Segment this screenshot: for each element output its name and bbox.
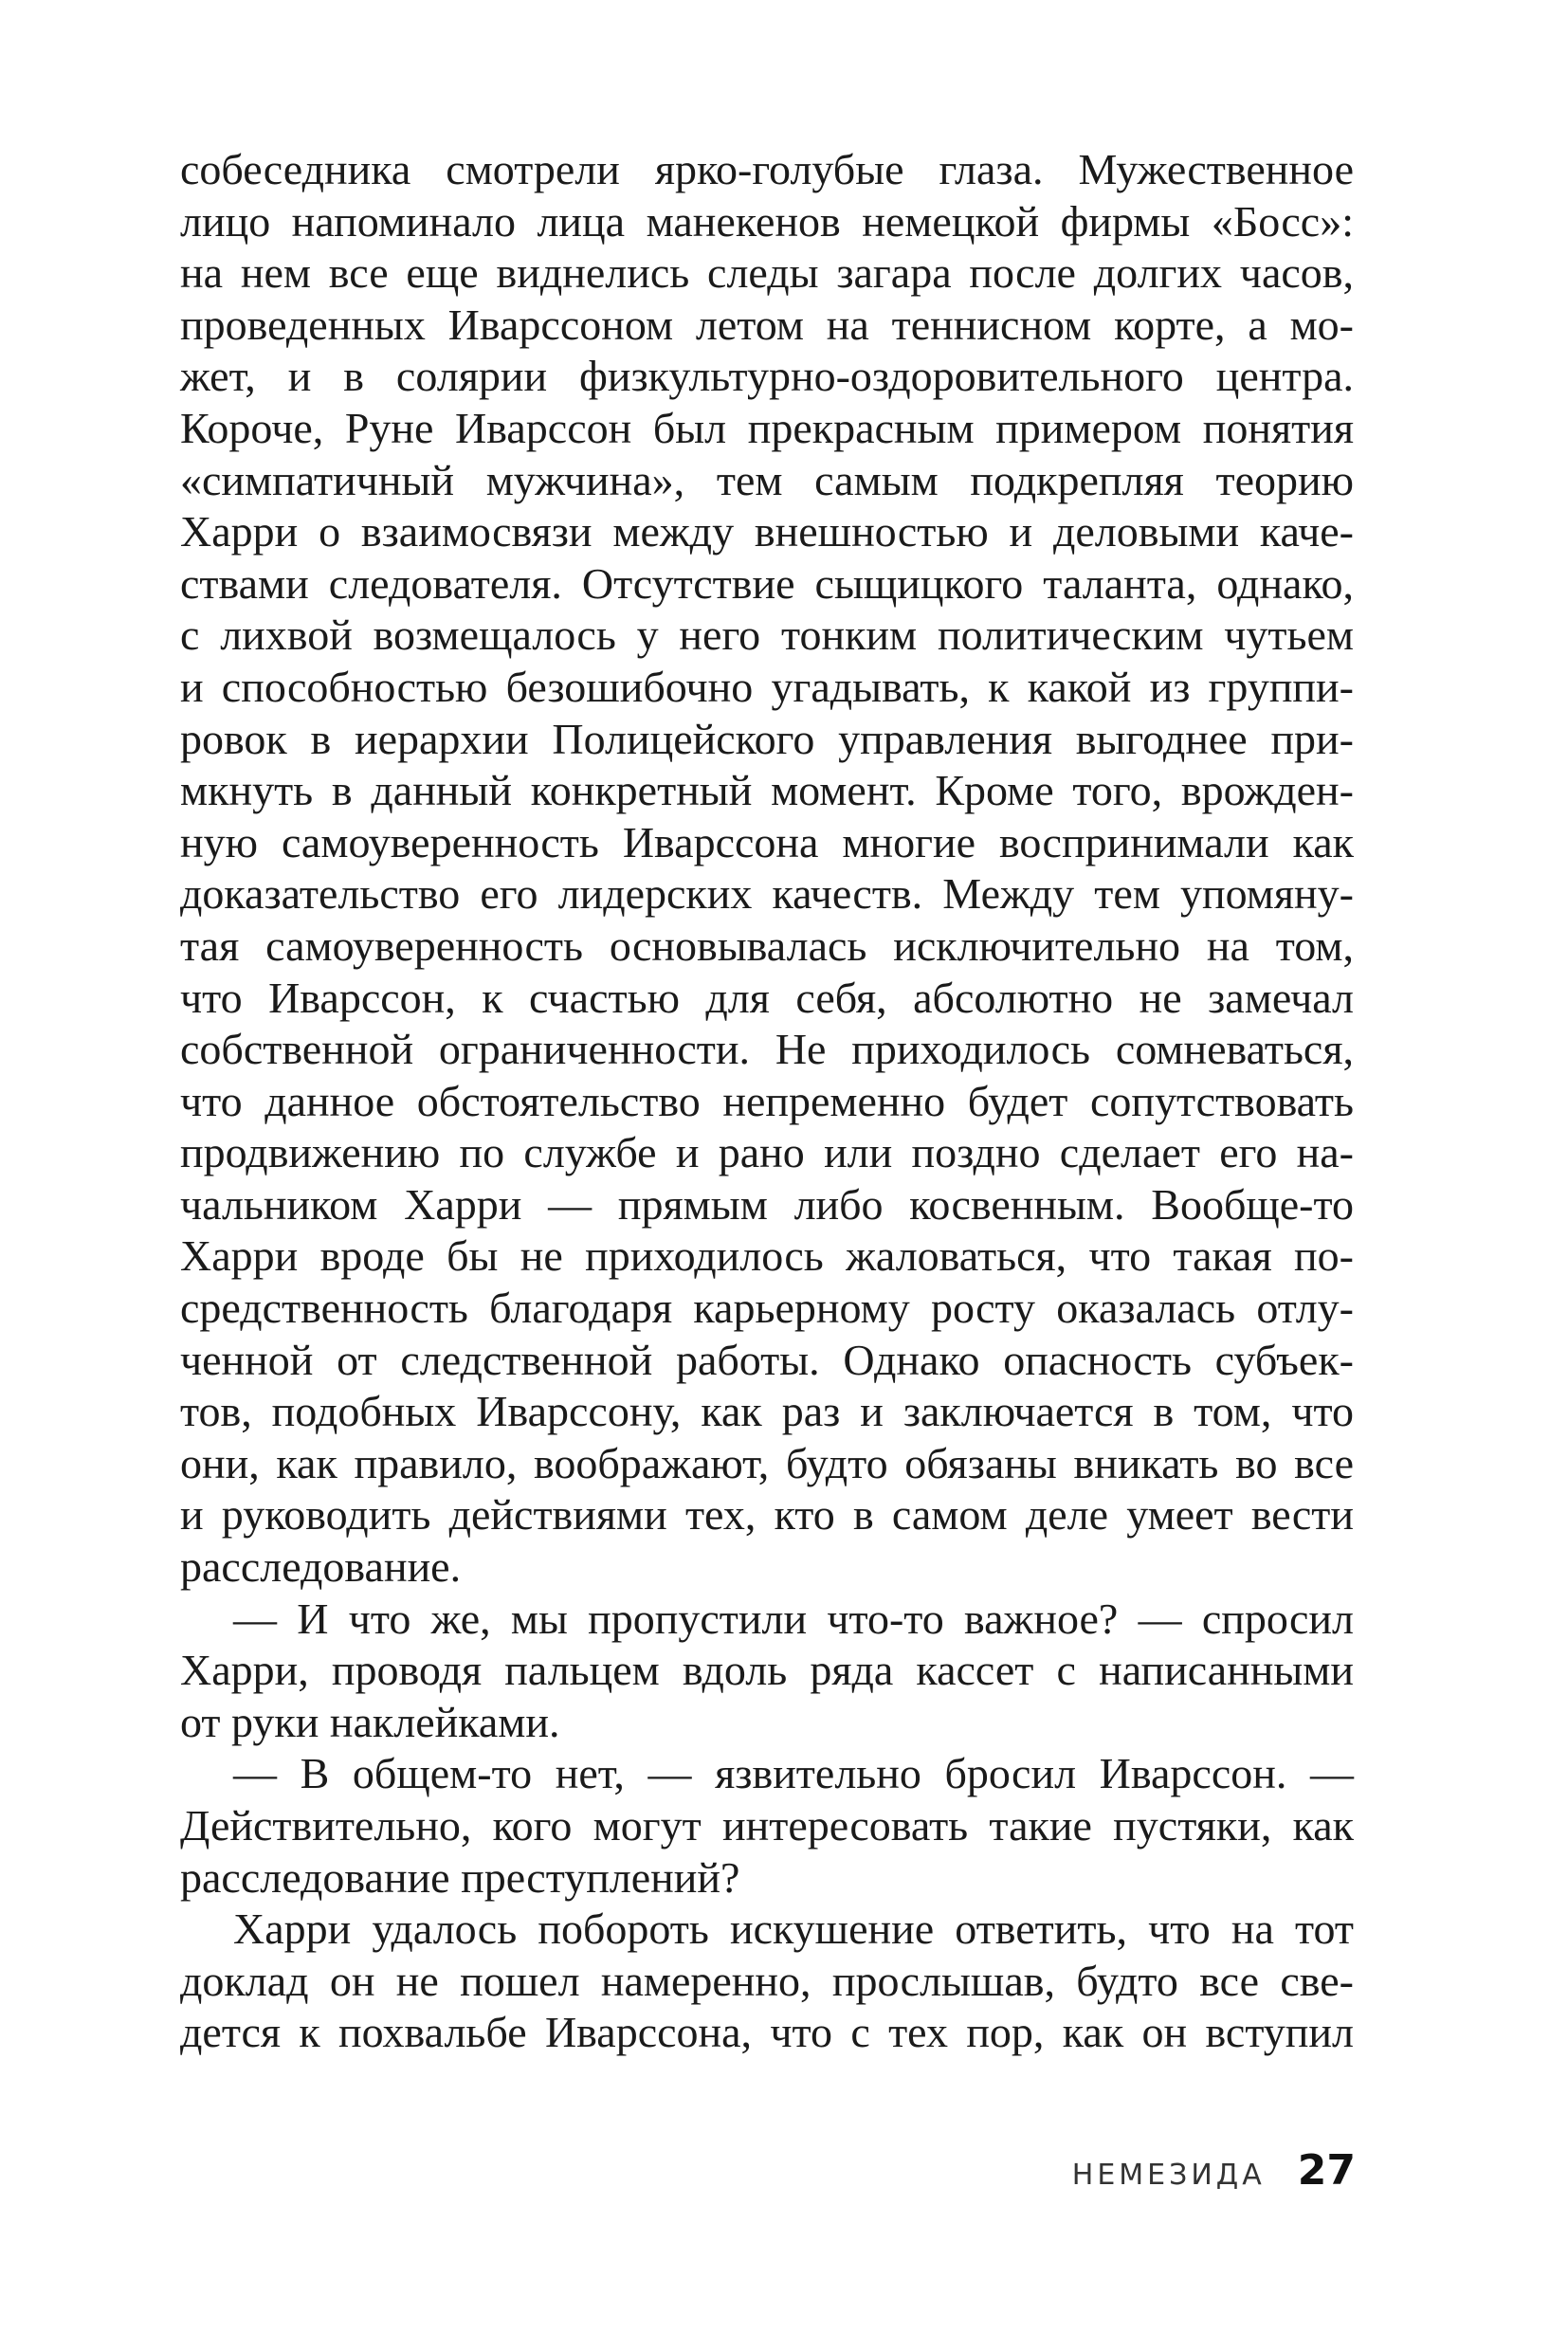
text-line: доклад он не пошел намеренно, прослышав, будто все све- — [180, 1956, 1354, 2005]
dialogue-line: — И что же, мы пропустили что-то важное? — спросил — [233, 1594, 1354, 1643]
text-line: ствами следователя. Отсутствие сыщицкого таланта, однако, — [180, 558, 1354, 608]
text-line: ченной от следственной работы. Однако опасность субъек- — [180, 1335, 1354, 1384]
text-line: тов, подобных Иварссону, как раз и заключается в том, что — [180, 1387, 1354, 1436]
text-line: что данное обстоятельство непременно будет сопутствовать — [180, 1076, 1354, 1125]
text-line: продвижению по службе и рано или поздно сделает его на- — [180, 1128, 1354, 1177]
text-line: Харри о взаимосвязи между внешностью и деловыми каче- — [180, 507, 1354, 556]
text-line: дется к похвальбе Иварссона, что с тех пор, как он вступил — [180, 2008, 1354, 2057]
text-line: собеседника смотрели ярко-голубые глаза. Мужественное — [180, 145, 1354, 193]
dialogue-line: — В общем-то нет, — язвительно бросил Иварссон. — — [233, 1749, 1354, 1798]
text-line: доказательство его лидерских качеств. Между тем упомяну- — [180, 869, 1354, 919]
text-line: что Иварссон, к счастью для себя, абсолютно не замечал — [180, 973, 1354, 1022]
text-line: ную самоуверенность Иварссона многие воспринимали как — [180, 817, 1354, 866]
text-line: Харри, проводя пальцем вдоль ряда кассет с написанными — [180, 1646, 1354, 1695]
text-line: жет, и в солярии физкультурно-оздоровительного центра. — [180, 352, 1354, 401]
text-line: с лихвой возмещалось у него тонким политическим чутьем — [180, 611, 1354, 660]
text-line: Харри вроде бы не приходилось жаловаться, что такая по- — [180, 1231, 1354, 1281]
text-line: чальником Харри — прямым либо косвенным. Вообще-то — [180, 1179, 1354, 1229]
text-line: и способностью безошибочно угадывать, к какой из группи- — [180, 662, 1354, 711]
text-line: они, как правило, воображают, будто обязаны вникать во все — [180, 1438, 1354, 1487]
text-line: на нем все еще виднелись следы загара после долгих часов, — [180, 248, 1354, 298]
text-line: собственной ограниченности. Не приходилось сомневаться, — [180, 1025, 1354, 1074]
page-number: 27 — [1297, 2146, 1356, 2195]
text-line: Короче, Руне Иварссон был прекрасным примером понятия — [180, 403, 1354, 452]
page-footer — [1072, 2146, 1356, 2195]
text-line: расследование. — [180, 1542, 462, 1592]
body-text — [180, 144, 1354, 2059]
text-line: проведенных Иварссоном летом на теннисном корте, а мо- — [180, 300, 1354, 349]
text-line: ровок в иерархии Полицейского управления выгоднее при- — [180, 714, 1354, 763]
text-line: мкнуть в данный конкретный момент. Кроме того, врожден- — [180, 766, 1354, 815]
text-line: и руководить действиями тех, кто в самом деле умеет вести — [180, 1490, 1354, 1540]
text-line: средственность благодаря карьерному росту оказалась отлу- — [180, 1284, 1354, 1333]
text-line: Действительно, кого могут интересовать такие пустяки, как — [180, 1801, 1354, 1850]
running-title: НЕМЕЗИДА — [1071, 2159, 1266, 2192]
text-line: тая самоуверенность основывалась исключительно на том, — [180, 920, 1354, 970]
text-line: «симпатичный мужчина», тем самым подкрепляя теорию — [180, 455, 1354, 504]
text-line: расследование преступлений? — [180, 1852, 740, 1902]
text-line: от руки наклейками. — [180, 1697, 560, 1746]
text-line: лицо напоминало лица манекенов немецкой фирмы «Босс»: — [180, 196, 1354, 246]
paragraph-first-line: Харри удалось побороть искушение ответить, что на тот — [233, 1904, 1354, 1954]
